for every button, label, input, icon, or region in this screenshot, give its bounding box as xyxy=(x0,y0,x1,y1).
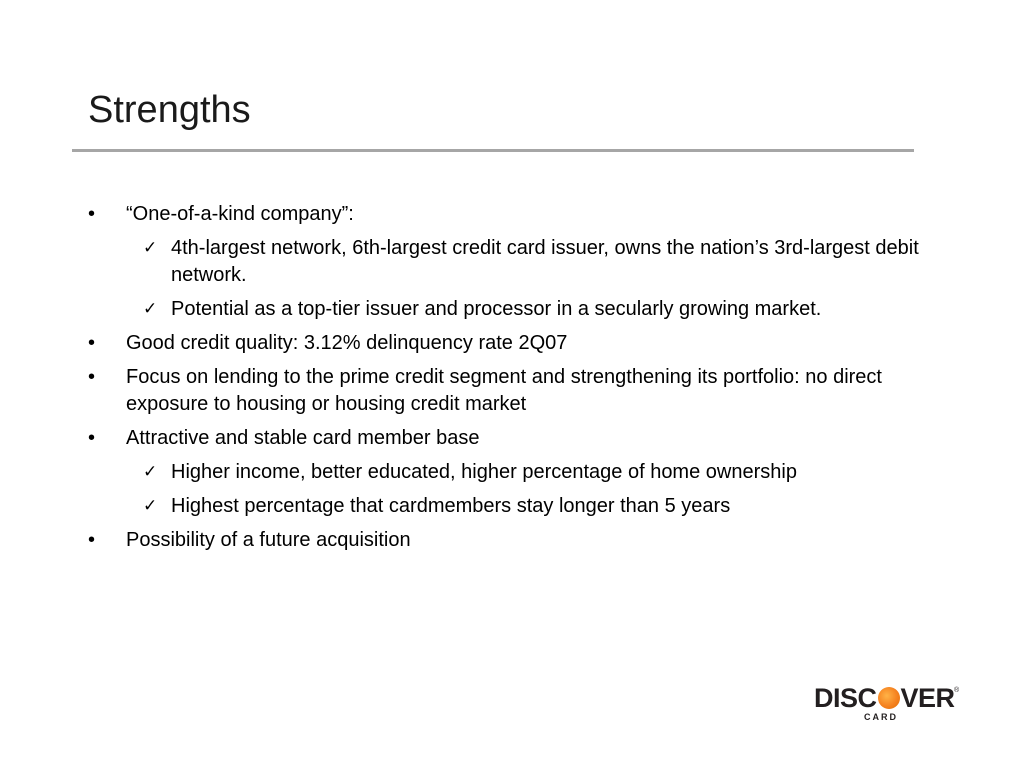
bullet-list xyxy=(88,201,948,561)
slide-title: Strengths xyxy=(88,89,251,131)
logo-text-start: DISC xyxy=(814,683,877,713)
sub-bullet-item xyxy=(88,235,948,289)
checkmark-icon: ✓ xyxy=(143,299,158,319)
bullet-text: Focus on lending to the prime credit segment and strengthening its portfolio: no direct exposure to housing or housing credit market xyxy=(126,366,882,415)
sub-bullet-item xyxy=(88,296,948,323)
sub-bullet-item xyxy=(88,493,948,520)
bullet-item xyxy=(88,425,948,452)
bullet-item xyxy=(88,201,948,228)
bullet-item xyxy=(88,527,948,554)
sub-bullet-text: Potential as a top-tier issuer and processor in a secularly growing market. xyxy=(171,298,822,320)
bullet-marker: • xyxy=(88,427,96,449)
checkmark-icon: ✓ xyxy=(143,238,158,258)
sub-bullet-text: 4th-largest network, 6th-largest credit card issuer, owns the nation’s 3rd-largest debit network. xyxy=(171,237,919,286)
bullet-item xyxy=(88,330,948,357)
bullet-text: Attractive and stable card member base xyxy=(126,427,480,449)
registered-mark: ® xyxy=(954,687,960,694)
bullet-marker: • xyxy=(88,529,96,551)
logo-orange-circle-icon xyxy=(878,687,900,709)
logo-wordmark xyxy=(814,683,955,713)
checkmark-icon: ✓ xyxy=(143,462,158,482)
sub-bullet-text: Higher income, better educated, higher percentage of home ownership xyxy=(171,461,797,483)
discover-card-logo xyxy=(814,683,964,727)
checkmark-icon: ✓ xyxy=(143,496,158,516)
logo-subtitle: CARD xyxy=(864,712,898,722)
bullet-text: Possibility of a future acquisition xyxy=(126,529,411,551)
logo-text-end: VER xyxy=(900,683,955,713)
bullet-text: “One-of-a-kind company”: xyxy=(126,203,354,225)
sub-bullet-text: Highest percentage that cardmembers stay longer than 5 years xyxy=(171,495,731,517)
sub-bullet-item xyxy=(88,459,948,486)
title-divider xyxy=(72,149,914,152)
bullet-item xyxy=(88,364,948,418)
bullet-text: Good credit quality: 3.12% delinquency rate 2Q07 xyxy=(126,332,568,354)
bullet-marker: • xyxy=(88,332,96,354)
bullet-marker: • xyxy=(88,203,96,225)
bullet-marker: • xyxy=(88,366,96,388)
